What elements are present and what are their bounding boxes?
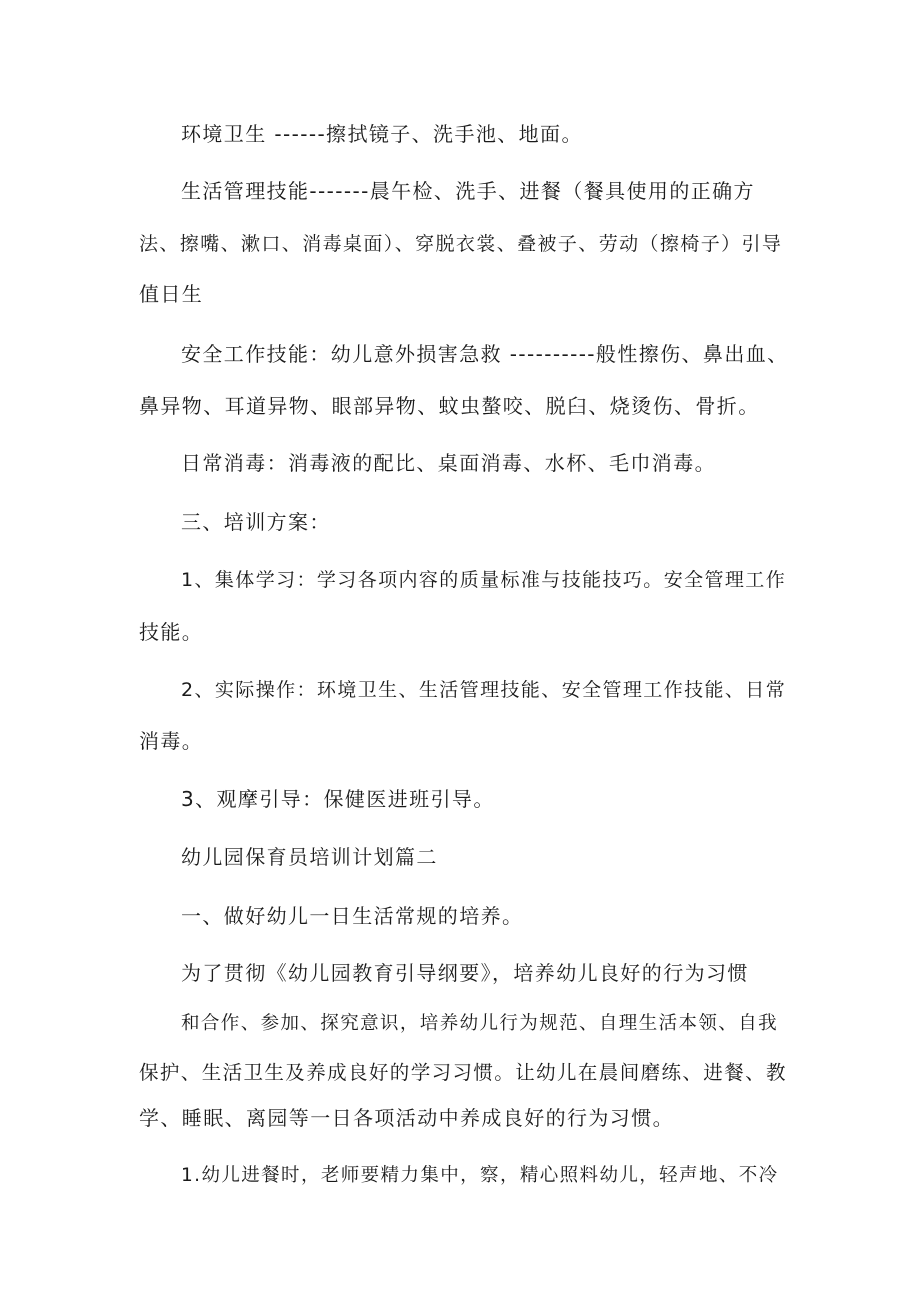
section-heading: 三、培训方案： (181, 510, 331, 534)
text-line: 值日生 (139, 282, 204, 306)
text-line: 3、观摩引导：保健医进班引导。 (181, 787, 495, 811)
text-line: 保护、生活卫生及养成良好的学习习惯。让幼儿在晨间磨练、进餐、教 (139, 1061, 787, 1084)
text-line: 鼻异物、耳道异物、眼部异物、蚊虫螯咬、脱臼、烧烫伤、骨折。 (139, 394, 760, 418)
text-line: 安全工作技能：幼儿意外损害急救 ----------般性擦伤、鼻出血、 (181, 342, 789, 366)
text-line: 1、集体学习：学习各项内容的质量标准与技能技巧。安全管理工作 (181, 569, 787, 591)
text-line: 环境卫生 ------擦拭镜子、洗手池、地面。 (181, 122, 583, 146)
text-line: 日常消毒：消毒液的配比、桌面消毒、水杯、毛巾消毒。 (181, 451, 716, 475)
text-line: 1.幼儿进餐时，老师要精力集中，察，精心照料幼儿，轻声地、不冷 (181, 1165, 779, 1186)
text-line: 消毒。 (139, 729, 204, 753)
text-line: 法、擦嘴、漱口、消毒桌面）、穿脱衣裳、叠被子、劳动（擦椅子）引导 (139, 233, 783, 255)
text-line: 为了贯彻《幼儿园教育引导纲要》，培养幼儿良好的行为习惯 (181, 961, 749, 985)
section-heading: 一、做好幼儿一日生活常规的培养。 (181, 904, 524, 928)
document-title: 幼儿园保育员培训计划篇二 (181, 845, 438, 869)
text-line: 生活管理技能-------晨午检、洗手、进餐（餐具使用的正确方 (181, 179, 755, 203)
text-line: 2、实际操作：环境卫生、生活管理技能、安全管理工作技能、日常 (181, 679, 787, 701)
text-line: 学、睡眠、离园等一日各项活动中养成良好的行为习惯。 (139, 1106, 674, 1130)
text-line: 和合作、参加、探究意识，培养幼儿行为规范、自理生活本领、自我 (181, 1013, 779, 1034)
text-line: 技能。 (139, 620, 204, 644)
